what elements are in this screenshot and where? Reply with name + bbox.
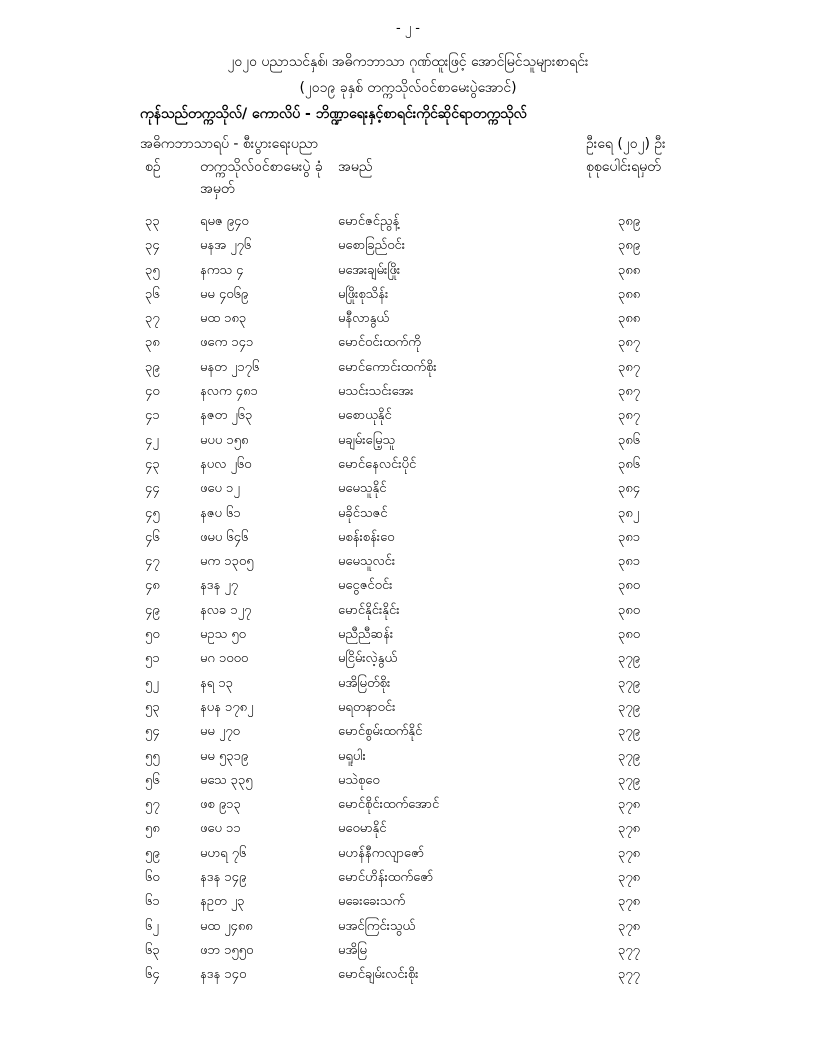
cell-roll: မဥသ ၅၀ <box>200 627 246 643</box>
cell-mark: ၃၈၁ <box>618 529 641 545</box>
cell-name: မညီညီဆန်း <box>338 627 394 643</box>
cell-name: မအေးချမ်းဖြိုး <box>338 262 401 278</box>
cell-name: မောင်ကောင်းထက်စိုး <box>338 359 437 375</box>
cell-mark: ၃၇၇ <box>618 967 640 983</box>
cell-name: မောင်နိုင်းနိုင်း <box>338 602 400 618</box>
cell-mark: ၃၇၉ <box>618 748 640 764</box>
column-header-mark: စုစုပေါင်းရမှတ် <box>586 159 661 175</box>
cell-name: မခေးခေးသက် <box>338 894 406 910</box>
cell-no: ၆၃ <box>145 942 160 958</box>
student-count-label: ဦးရေ (၂၀၂) ဦး <box>586 136 666 152</box>
cell-roll: ဖစ ၉၁၃ <box>200 797 241 813</box>
cell-mark: ၃၈၉ <box>618 214 641 229</box>
cell-roll: ဖမပ ၆၄၆ <box>200 529 249 545</box>
cell-roll: မထ ၂၄၈၈ <box>200 918 253 934</box>
cell-no: ၄၅ <box>145 505 160 521</box>
cell-name: မဖြိုးစုသိန်း <box>338 286 389 302</box>
cell-roll: နဇပ ၆၁ <box>200 505 241 521</box>
cell-roll: နဒန ၂၇ <box>200 578 239 594</box>
cell-mark: ၃၈၉ <box>618 238 641 254</box>
cell-name: မသဲစုဝေ <box>338 772 380 788</box>
cell-no: ၅၀ <box>145 627 160 643</box>
cell-roll: မပပ ၁၅၈ <box>200 432 249 448</box>
cell-name: မငြိမ်းလဲ့နွယ် <box>338 651 398 667</box>
table-row <box>0 210 816 234</box>
table-row <box>0 745 816 769</box>
cell-mark: ၃၇၉ <box>618 724 640 740</box>
table-row <box>0 574 816 598</box>
cell-name: မစောယုနိုင် <box>338 408 392 424</box>
cell-no: ၅၇ <box>145 797 160 813</box>
table-row <box>0 890 816 914</box>
cell-roll: နပလ ၂၆၀ <box>200 456 252 472</box>
cell-mark: ၃၈၄ <box>618 481 641 497</box>
cell-no: ၄၁ <box>145 408 160 424</box>
cell-roll: မနအ ၂၇၆ <box>200 238 252 254</box>
cell-no: ၅၄ <box>145 724 160 740</box>
cell-no: ၅၉ <box>145 845 160 861</box>
cell-roll: နပန ၁၇၈၂ <box>200 699 254 715</box>
table-row <box>0 404 816 428</box>
cell-no: ၄၃ <box>145 456 160 472</box>
table-row <box>0 234 816 258</box>
cell-mark: ၃၈၇ <box>618 359 641 375</box>
table-row <box>0 647 816 671</box>
table-row <box>0 453 816 477</box>
cell-roll: နဒန ၁၄၉ <box>200 870 247 886</box>
cell-mark: ၃၇၈ <box>618 894 641 910</box>
cell-no: ၃၆ <box>145 286 160 302</box>
cell-name: မဟန်နီကလျာဇော် <box>338 845 425 861</box>
cell-no: ၆၂ <box>145 918 159 934</box>
cell-no: ၆၀ <box>145 870 160 886</box>
table-row <box>0 866 816 890</box>
document-title: ၂၀၂၀ ပညာသင်နှစ်၊ အဓိကဘာသာ ဂုဏ်ထူးဖြင့် အောင်မြင်သူများစာရင်း <box>227 54 589 70</box>
table-row <box>0 599 816 623</box>
cell-roll: နလခ ၁၂၇ <box>200 602 252 618</box>
cell-no: ၅၁ <box>145 651 160 667</box>
table-row <box>0 963 816 987</box>
cell-no: ၄၀ <box>145 384 160 400</box>
table-row <box>0 842 816 866</box>
cell-roll: ဖပေ ၁၂ <box>200 481 240 497</box>
cell-name: မသင်းသင်းအေး <box>338 384 414 400</box>
cell-mark: ၃၇၉ <box>618 675 640 691</box>
table-row <box>0 696 816 720</box>
cell-name: မအင်ကြင်းသွယ် <box>338 918 416 934</box>
cell-mark: ၃၈၆ <box>618 432 641 448</box>
cell-name: မောင်ဝင်းထက်ကို <box>338 335 421 351</box>
cell-roll: မသေ ၃၃၅ <box>200 772 253 788</box>
university-label: ကုန်သည်တက္ကသိုလ်/ ကောလိပ် - ဘိဏ္ဍာရေးနှင့်စာရင်းကိုင်ဆိုင်ရာတက္ကသိုလ် <box>140 106 527 122</box>
cell-mark: ၃၈၈ <box>618 311 641 327</box>
cell-mark: ၃၈၈ <box>618 286 641 302</box>
cell-name: မောင်စိုင်းထက်အောင် <box>338 797 440 813</box>
cell-roll: ဖပေ ၁၁ <box>200 821 241 837</box>
cell-mark: ၃၈၀ <box>618 602 641 618</box>
cell-name: မရတနာဝင်း <box>338 699 396 715</box>
cell-roll: ဖဘ ၁၅၅၀ <box>200 942 254 958</box>
table-row <box>0 769 816 793</box>
column-header-roll: တက္ကသိုလ်ဝင်စာမေးပွဲ ခုံအမှတ် <box>200 159 323 197</box>
cell-name: မောင်ဟိန်းထက်ဇော် <box>338 870 434 886</box>
cell-mark: ၃၈၈ <box>618 262 641 278</box>
cell-name: မစန်းစန်းဝေ <box>338 529 395 545</box>
cell-no: ၅၂ <box>145 675 159 691</box>
table-row <box>0 793 816 817</box>
results-table <box>0 210 816 988</box>
document-subtitle: (၂၀၁၉ ခုနှစ် တက္ကသိုလ်ဝင်စာမေးပွဲအောင်) <box>299 80 517 96</box>
table-row <box>0 283 816 307</box>
cell-no: ၃၃ <box>145 214 160 229</box>
cell-name: မချမ်းမြေ့သူ <box>338 432 396 448</box>
cell-mark: ၃၇၈ <box>618 870 641 886</box>
table-row <box>0 817 816 841</box>
table-row <box>0 477 816 501</box>
cell-mark: ၃၈၁ <box>618 554 641 570</box>
cell-name: မောင်နေလင်းပိုင် <box>338 456 417 472</box>
table-row <box>0 502 816 526</box>
cell-name: မမေသူလင်း <box>338 554 396 570</box>
cell-name: မနီလာနွယ် <box>338 311 390 327</box>
cell-mark: ၃၇၈ <box>618 821 641 837</box>
cell-no: ၆၁ <box>145 894 160 910</box>
cell-mark: ၃၇၉ <box>618 772 640 788</box>
cell-roll: မဟရ ၇၆ <box>200 845 247 861</box>
cell-no: ၆၄ <box>145 967 160 983</box>
cell-roll: မမ ၅၃၁၉ <box>200 748 249 764</box>
cell-roll: နကသ ၄ <box>200 262 244 278</box>
cell-name: မောင်ချမ်းလင်းစိုး <box>338 967 419 983</box>
cell-name: မစောခြည်ဝင်း <box>338 238 406 254</box>
cell-no: ၅၅ <box>145 748 160 764</box>
cell-name: မရူပါး <box>338 748 366 764</box>
cell-mark: ၃၈၆ <box>618 456 641 472</box>
cell-mark: ၃၇၉ <box>618 699 640 715</box>
cell-mark: ၃၈၀ <box>618 627 641 643</box>
cell-no: ၅၃ <box>145 699 160 715</box>
cell-mark: ၃၇၉ <box>618 651 640 667</box>
cell-mark: ၃၈၇ <box>618 408 641 424</box>
table-row <box>0 720 816 744</box>
cell-roll: ဖကေ ၁၄၁ <box>200 335 254 351</box>
table-row <box>0 356 816 380</box>
cell-name: မောင်ဇင်ညွန့် <box>338 214 400 229</box>
cell-no: ၃၈ <box>145 335 160 351</box>
cell-mark: ၃၈၇ <box>618 335 641 351</box>
table-row <box>0 259 816 283</box>
cell-roll: နရ ၁၃ <box>200 675 233 691</box>
cell-roll: မဂ ၁၀၀၀ <box>200 651 249 667</box>
cell-mark: ၃၇၈ <box>618 918 641 934</box>
cell-mark: ၃၈၀ <box>618 578 641 594</box>
cell-name: မငွေဇင်ဝင်း <box>338 578 393 594</box>
cell-roll: မနတ ၂၁၇၆ <box>200 359 260 375</box>
page-number: - ၂ - <box>395 21 421 36</box>
cell-roll: နလက ၄၈၁ <box>200 384 258 400</box>
cell-mark: ၃၈၂ <box>618 505 640 521</box>
cell-name: မဝေမာနိုင် <box>338 821 387 837</box>
cell-roll: မက ၁၃၀၅ <box>200 554 254 570</box>
cell-name: မောင်စွမ်းထက်နိုင် <box>338 724 423 740</box>
cell-roll: နဥတ ၂၃ <box>200 894 245 910</box>
cell-no: ၃၄ <box>145 238 160 254</box>
table-row <box>0 331 816 355</box>
cell-roll: မထ ၁၈၃ <box>200 311 247 327</box>
cell-mark: ၃၇၇ <box>618 942 640 958</box>
table-row <box>0 915 816 939</box>
cell-mark: ၃၈၇ <box>618 384 641 400</box>
table-row <box>0 939 816 963</box>
table-row <box>0 307 816 331</box>
table-row <box>0 623 816 647</box>
cell-no: ၄၈ <box>145 578 160 594</box>
major-subject-label: အဓိကဘာသာရပ် - စီးပွားရေးပညာ <box>140 136 319 152</box>
cell-no: ၄၂ <box>145 432 159 448</box>
table-row <box>0 550 816 574</box>
cell-roll: မမ ၂၇၀ <box>200 724 240 740</box>
cell-name: မခိုင်သဇင် <box>338 505 388 521</box>
cell-no: ၅၈ <box>145 821 160 837</box>
table-row <box>0 380 816 404</box>
cell-no: ၃၇ <box>145 311 160 327</box>
cell-mark: ၃၇၈ <box>618 845 641 861</box>
cell-no: ၄၉ <box>145 602 160 618</box>
table-row <box>0 429 816 453</box>
cell-name: မအိမြ <box>338 942 367 958</box>
cell-roll: မမ ၄၀၆၉ <box>200 286 249 302</box>
column-header-name: အမည် <box>338 159 373 175</box>
table-row <box>0 672 816 696</box>
cell-mark: ၃၇၈ <box>618 797 641 813</box>
cell-no: ၄၇ <box>145 554 160 570</box>
table-row <box>0 526 816 550</box>
cell-no: ၄၆ <box>145 529 160 545</box>
cell-no: ၄၄ <box>145 481 160 497</box>
cell-roll: ရမဇ ၉၄၀ <box>200 214 249 229</box>
cell-name: မအိမြတ်စိုး <box>338 675 391 691</box>
cell-roll: နဒန ၁၄၀ <box>200 967 247 983</box>
cell-roll: နဇတ ၂၆၃ <box>200 408 253 424</box>
cell-no: ၅၆ <box>145 772 160 788</box>
cell-name: မမေသူနိုင် <box>338 481 387 497</box>
column-header-no: စဉ် <box>145 159 161 175</box>
cell-no: ၃၅ <box>145 262 160 278</box>
cell-no: ၃၉ <box>145 359 160 375</box>
